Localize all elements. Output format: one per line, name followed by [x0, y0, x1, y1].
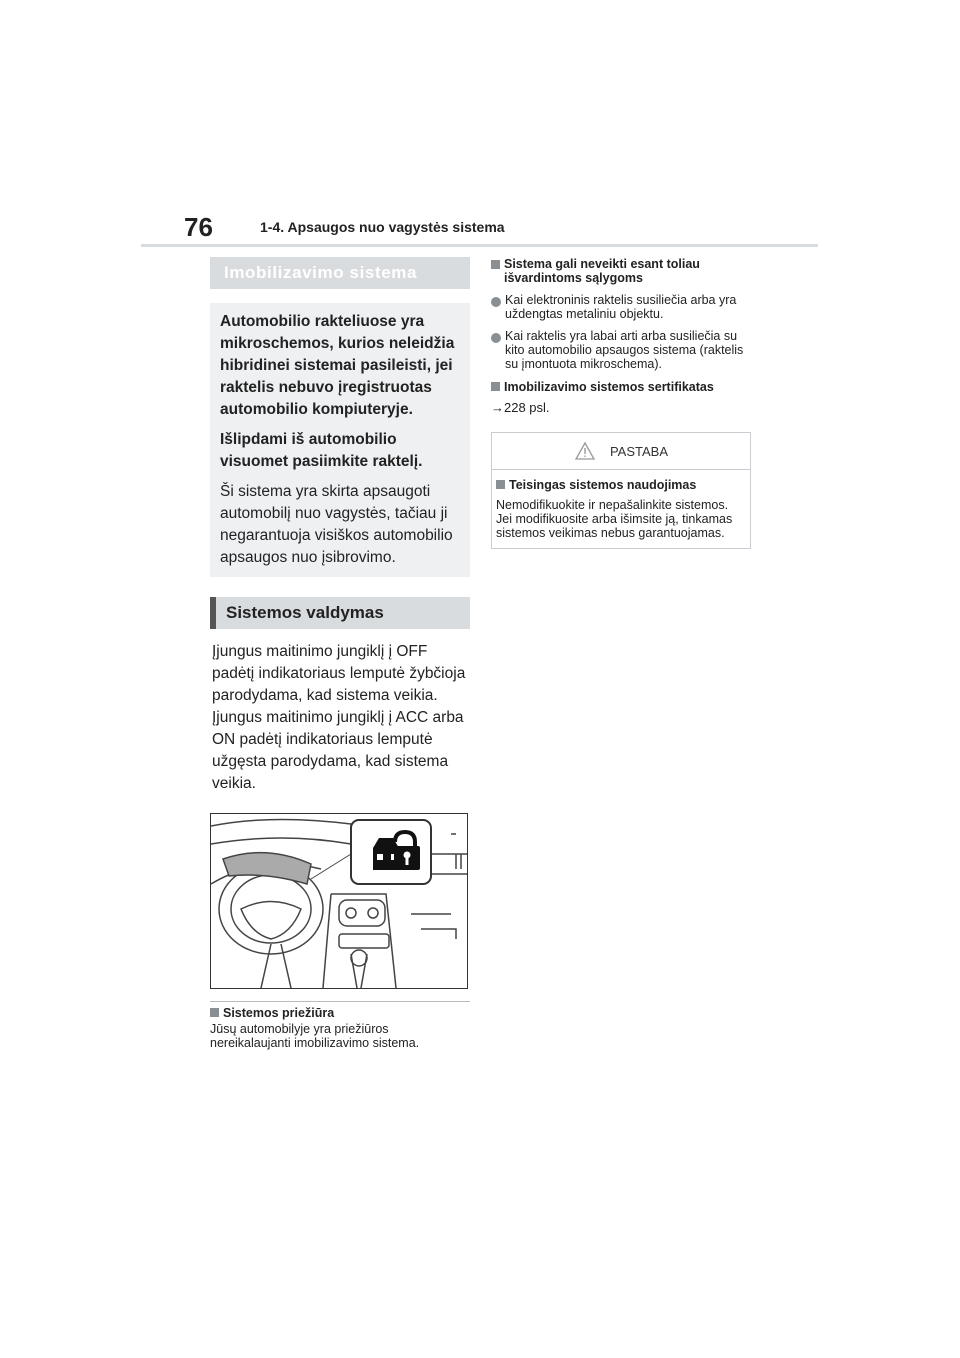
certificate-heading: Imobilizavimo sistemos sertifikatas	[504, 380, 714, 394]
operation-text	[212, 641, 470, 795]
dashboard-illustration	[210, 813, 468, 989]
conditions-heading-row	[491, 257, 753, 285]
square-bullet-icon	[491, 382, 500, 391]
certificate-heading-row	[491, 380, 753, 394]
right-column	[491, 257, 753, 549]
round-bullet-icon	[491, 333, 501, 343]
chapter-title: 1-4. Apsaugos nuo vagystės sistema	[260, 219, 505, 235]
notice-text: Nemodifikuokite ir nepašalinkite sistemos. Jei modifikuosite arba išimsite ją, tinkamas sistemos veikimas nebus garantuojamas.	[496, 498, 733, 540]
square-bullet-icon	[491, 260, 500, 269]
notice-label: PASTABA	[609, 443, 669, 459]
round-bullet-icon	[491, 297, 501, 307]
section-title-immobilizer: Imobilizavimo sistema	[210, 257, 470, 289]
notice-body	[492, 470, 750, 548]
list-item-text: Kai elektroninis raktelis susiliečia arba yra uždengtas metaliniu objektu.	[505, 293, 737, 321]
warning-triangle-icon	[574, 441, 596, 461]
notice-box	[491, 432, 751, 549]
conditions-heading: Sistema gali neveikti esant toliau išvardintoms sąlygoms	[504, 257, 700, 285]
operation-text-1: Įjungus maitinimo jungiklį į OFF padėtį indikatoriaus lemputė žybčioja parodydama, kad sistema veikia.	[212, 643, 466, 704]
intro-box	[210, 303, 470, 577]
operation-text-2: Įjungus maitinimo jungiklį į ACC arba ON padėtį indikatoriaus lemputė užgęsta parodydama, kad sistema veikia.	[212, 709, 464, 792]
square-bullet-icon	[496, 480, 505, 489]
maintenance-heading: Sistemos priežiūra	[223, 1006, 335, 1020]
intro-bold-text-1: Automobilio rakteliuose yra mikroschemos, kurios neleidžia hibridinei sistemai pasileisti, jei raktelis nebuvo įregistruotas automobilio kompiuteryje.	[220, 313, 455, 418]
square-bullet-icon	[210, 1008, 219, 1017]
notice-heading: Teisingas sistemos naudojimas	[509, 478, 697, 492]
intro-text: Ši sistema yra skirta apsaugoti automobilį nuo vagystės, tačiau ji negarantuoja visiškos automobilio apsaugos nuo įsibrovimo.	[220, 483, 453, 566]
intro-bold-text-2: Išlipdami iš automobilio visuomet pasiimkite raktelį.	[220, 431, 423, 470]
list-item	[491, 293, 753, 321]
list-item	[491, 329, 753, 371]
figure-divider	[210, 1001, 470, 1002]
notice-heading-row	[496, 478, 746, 492]
page-number: 76	[184, 212, 213, 242]
notice-header	[492, 433, 750, 470]
left-column	[210, 257, 470, 1050]
section-title-operation: Sistemos valdymas	[210, 597, 470, 629]
header-divider	[141, 244, 818, 247]
maintenance-text: Jūsų automobilyje yra priežiūros nereikalaujanti imobilizavimo sistema.	[210, 1022, 420, 1050]
list-item-text: Kai raktelis yra labai arti arba susiliečia su kito automobilio apsaugos sistema (raktelis su įmontuota mikroschema).	[505, 329, 744, 371]
maintenance-section	[210, 1006, 470, 1050]
certificate-page-link[interactable]: →228 psl.	[491, 400, 550, 415]
